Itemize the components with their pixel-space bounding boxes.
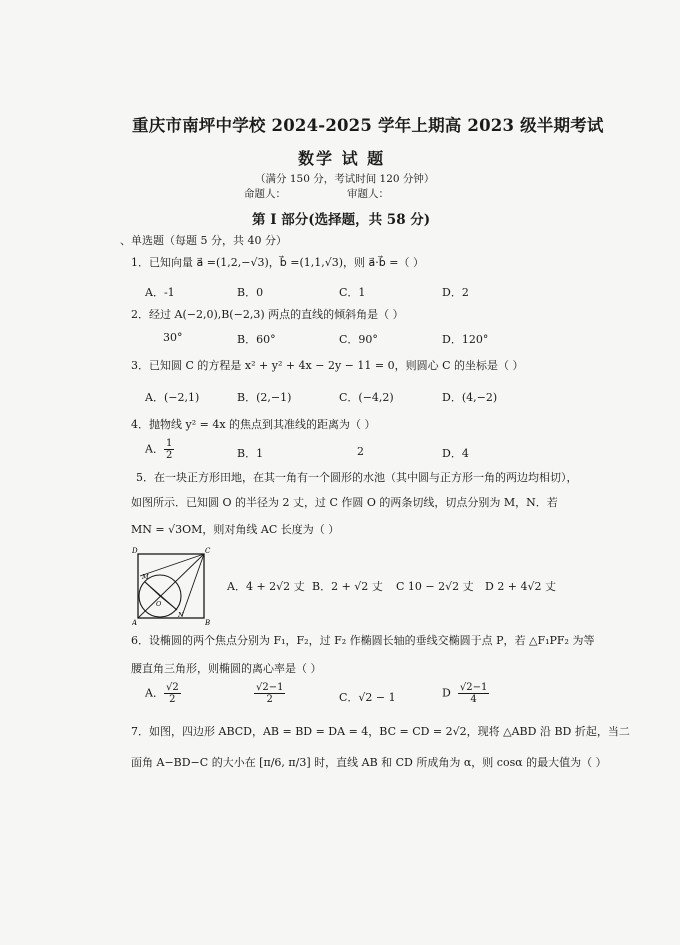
q6-a-denominator: 2 [169, 694, 176, 705]
q6-option-d-label: D [442, 686, 451, 700]
q2-option-d: D．120° [442, 333, 489, 346]
q4-option-c: 2 [357, 445, 364, 458]
q5-option-b: B．2 + √2 丈 [312, 580, 383, 593]
q5-option-c: C 10 − 2√2 丈 [396, 580, 474, 593]
question-5-line-1: 5．在一块正方形田地，在其一角有一个圆形的水池（其中圆与正方形一角的两边均相切）， [136, 471, 578, 484]
setter-label: 命题人： [244, 188, 286, 200]
tangent-cm [140, 554, 204, 576]
q1-option-b: B．0 [237, 286, 264, 299]
q4-option-d: D．4 [442, 447, 469, 460]
fig-label-c: C [205, 547, 211, 555]
fig-label-d: D [132, 547, 138, 555]
question-7-line-1: 7．如图，四边形 ABCD，AB = BD = DA = 4，BC = CD = 2√2，现将 △ABD 沿 BD 折起，当二 [131, 725, 630, 738]
question-3-stem: 3．已知圆 C 的方程是 x² + y² + 4x − 2y − 11 = 0，则圆心 C 的坐标是（ ） [131, 359, 524, 372]
q4-a-denominator: 2 [165, 450, 173, 461]
q2-option-a: 30° [163, 331, 183, 344]
q2-option-b: B．60° [237, 333, 276, 346]
q4-a-numerator: 1 [165, 438, 173, 449]
q4-option-a-label: A． [145, 442, 164, 456]
section-heading: 、单选题（每题 5 分，共 40 分） [120, 234, 287, 247]
fig-label-n: N [178, 611, 184, 619]
q3-option-d: D．(4,−2) [442, 391, 498, 404]
question-5-line-2: 如图所示．已知圆 O 的半径为 2 丈，过 C 作圆 O 的两条切线，切点分别为 M，N．若 [131, 496, 558, 509]
exam-info: （满分 150 分，考试时间 120 分钟） [255, 173, 435, 185]
diagonal-ac [138, 554, 204, 618]
q5-option-a: A．4 + 2√2 丈 [227, 580, 305, 593]
fig-label-a: A [132, 619, 138, 626]
square-circle-figure [132, 546, 212, 626]
q6-b-denominator: 2 [266, 694, 273, 705]
question-6-line-1: 6．设椭圆的两个焦点分别为 F₁，F₂，过 F₂ 作椭圆长轴的垂线交椭圆于点 P，若 △F₁PF₂ 为等 [131, 634, 595, 647]
q4-option-a [145, 438, 174, 461]
exam-title: 重庆市南坪中学校 2024-2025 学年上期高 2023 级半期考试 [132, 116, 604, 135]
tangent-cn [182, 554, 204, 616]
q6-option-d-fraction [458, 682, 489, 705]
q1-option-a: A．-1 [145, 286, 175, 299]
q6-b-numerator: √2−1 [256, 682, 284, 693]
q3-option-a: A．(−2,1) [145, 391, 200, 404]
q6-a-numerator: √2 [165, 682, 179, 693]
q2-option-c: C．90° [339, 333, 378, 346]
q1-option-d: D．2 [442, 286, 469, 299]
q3-option-b: B．(2,−1) [237, 391, 292, 404]
q6-option-a-fraction [164, 682, 181, 705]
q6-d-numerator: √2−1 [459, 682, 488, 693]
q6-option-a-label: A． [145, 686, 164, 700]
question-4-stem: 4．抛物线 y² = 4x 的焦点到其准线的距离为（ ） [131, 418, 376, 431]
question-1-stem: 1．已知向量 a⃗ =(1,2,−√3)，b⃗ =(1,1,√3)，则 a⃗·b⃗ =（ ） [131, 256, 424, 269]
q1-option-c: C．1 [339, 286, 366, 299]
q3-option-c: C．(−4,2) [339, 391, 394, 404]
q5-option-d: D 2 + 4√2 丈 [485, 580, 557, 593]
q4-option-a-fraction [164, 438, 174, 461]
q6-option-d [442, 682, 489, 705]
q6-option-a [145, 682, 181, 705]
q6-option-b [254, 682, 285, 705]
reviewer-label: 审题人： [347, 188, 389, 200]
question-7-line-2: 面角 A−BD−C 的大小在 [π/6, π/3] 时，直线 AB 和 CD 所成角为 α，则 cosα 的最大值为（ ） [131, 756, 607, 769]
exam-subject: 数学 试 题 [298, 149, 386, 168]
fig-label-b: B [205, 619, 211, 626]
q6-d-denominator: 4 [470, 694, 477, 705]
question-5-line-3: MN = √3OM，则对角线 AC 长度为（ ） [131, 523, 340, 536]
fig-label-m: M [142, 573, 149, 581]
question-6-line-2: 腰直角三角形，则椭圆的离心率是（ ） [131, 662, 322, 675]
part-title: 第 I 部分(选择题，共 58 分) [252, 212, 431, 228]
q6-option-c: C．√2 − 1 [339, 691, 396, 704]
fig-label-o: O [156, 600, 162, 608]
question-2-stem: 2．经过 A(−2,0),B(−2,3) 两点的直线的倾斜角是（ ） [131, 308, 404, 321]
q4-option-b: B．1 [237, 447, 264, 460]
q6-option-b-fraction [254, 682, 285, 705]
